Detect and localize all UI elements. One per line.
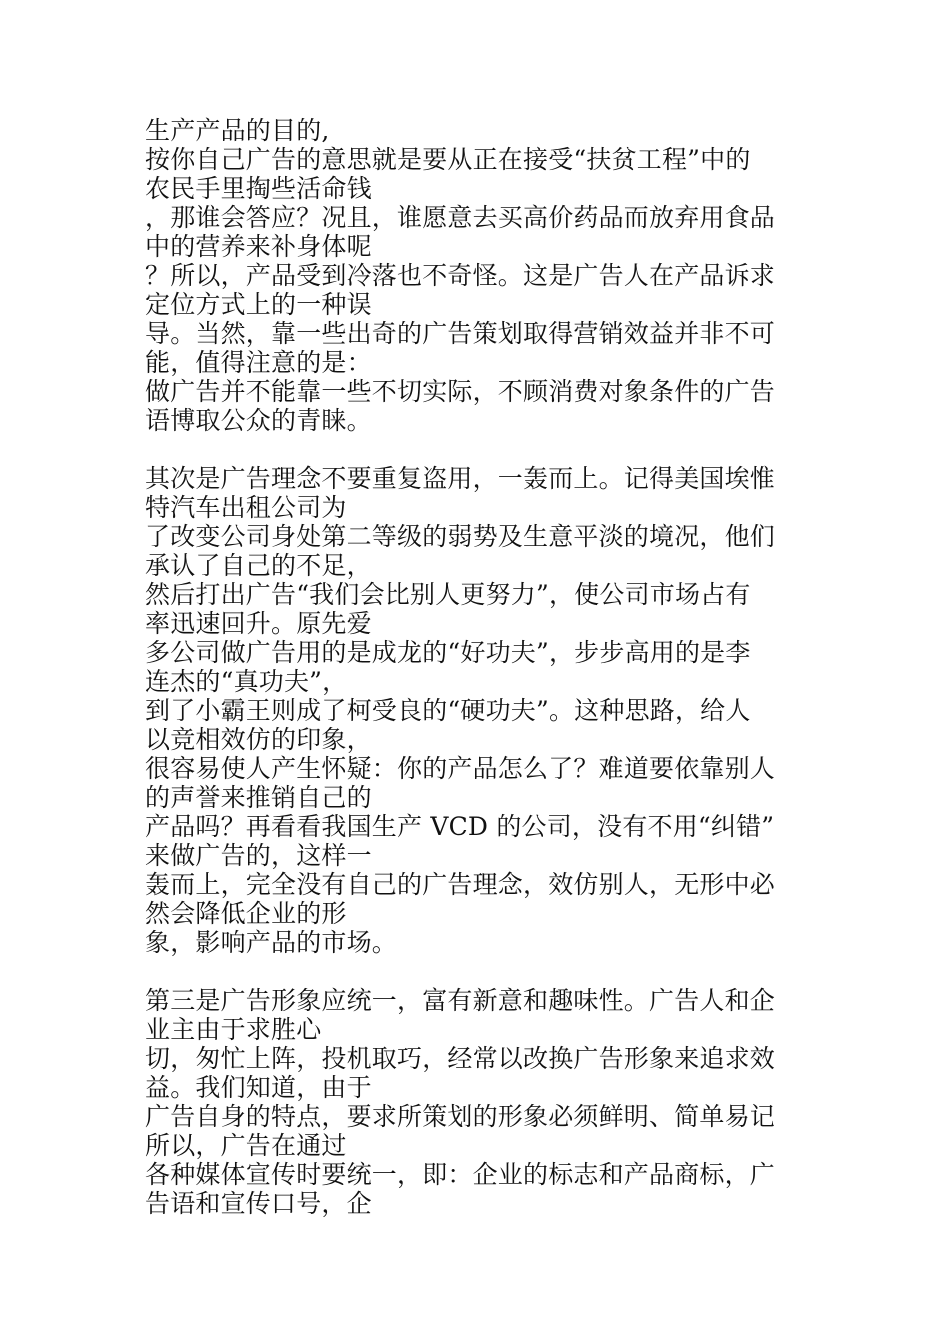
document-body (145, 116, 810, 1218)
text-line: 生产产品的目的, (145, 116, 330, 145)
text-line: 定位方式上的一种误 (145, 290, 372, 319)
text-line: 然会降低企业的形 (145, 899, 347, 928)
paragraph-3 (145, 986, 810, 1218)
text-line: ？所以，产品受到冷落也不奇怪。这是广告人在产品诉求 (145, 261, 776, 290)
text-line: 业主由于求胜心 (145, 1015, 322, 1044)
text-line: 产品吗？再看看我国生产 VCD 的公司，没有不用“纠错” (145, 812, 775, 841)
paragraph-spacer (145, 435, 810, 464)
text-line: 中的营养来补身体呢 (145, 232, 372, 261)
text-line: 做广告并不能靠一些不切实际，不顾消费对象条件的广告 (145, 377, 776, 406)
paragraph-2 (145, 464, 810, 957)
text-line: 了改变公司身处第二等级的弱势及生意平淡的境况，他们 (145, 522, 776, 551)
text-line: 象，影响产品的市场。 (145, 928, 398, 957)
text-line: 连杰的“真功夫”， (145, 667, 348, 696)
text-line: 轰而上，完全没有自己的广告理念，效仿别人，无形中必 (145, 870, 776, 899)
text-line: 广告自身的特点，要求所策划的形象必须鲜明、简单易记 (145, 1102, 776, 1131)
text-line: 率迅速回升。原先爱 (145, 609, 372, 638)
text-line: 导。当然，靠一些出奇的广告策划取得营销效益并非不可 (145, 319, 776, 348)
text-line: 到了小霸王则成了柯受良的“硬功夫”。这种思路，给人 (145, 696, 751, 725)
text-line: 按你自己广告的意思就是要从正在接受“扶贫工程”中的 (145, 145, 751, 174)
text-line: ，那谁会答应？况且，谁愿意去买高价药品而放弃用食品 (145, 203, 776, 232)
text-line: 的声誉来推销自己的 (145, 783, 372, 812)
text-line: 益。我们知道，由于 (145, 1073, 372, 1102)
text-line: 农民手里掏些活命钱 (145, 174, 372, 203)
text-line: 承认了自己的不足， (145, 551, 372, 580)
text-line: 语博取公众的青睐。 (145, 406, 372, 435)
text-line: 很容易使人产生怀疑：你的产品怎么了？难道要依靠别人 (145, 754, 776, 783)
text-line: 告语和宣传口号，企 (145, 1189, 372, 1218)
paragraph-spacer (145, 957, 810, 986)
text-line: 多公司做广告用的是成龙的“好功夫”，步步高用的是李 (145, 638, 751, 667)
text-line: 各种媒体宣传时要统一，即：企业的标志和产品商标，广 (145, 1160, 776, 1189)
text-line: 其次是广告理念不要重复盗用，一轰而上。记得美国埃惟 (145, 464, 776, 493)
text-line: 能，值得注意的是： (145, 348, 372, 377)
text-line: 然后打出广告“我们会比别人更努力”，使公司市场占有 (145, 580, 751, 609)
text-line: 以竞相效仿的印象， (145, 725, 372, 754)
text-line: 第三是广告形象应统一，富有新意和趣味性。广告人和企 (145, 986, 776, 1015)
text-line: 特汽车出租公司为 (145, 493, 347, 522)
paragraph-1 (145, 116, 810, 435)
text-line: 切，匆忙上阵，投机取巧，经常以改换广告形象来追求效 (145, 1044, 776, 1073)
text-line: 来做广告的，这样一 (145, 841, 372, 870)
text-line: 所以，广告在通过 (145, 1131, 347, 1160)
